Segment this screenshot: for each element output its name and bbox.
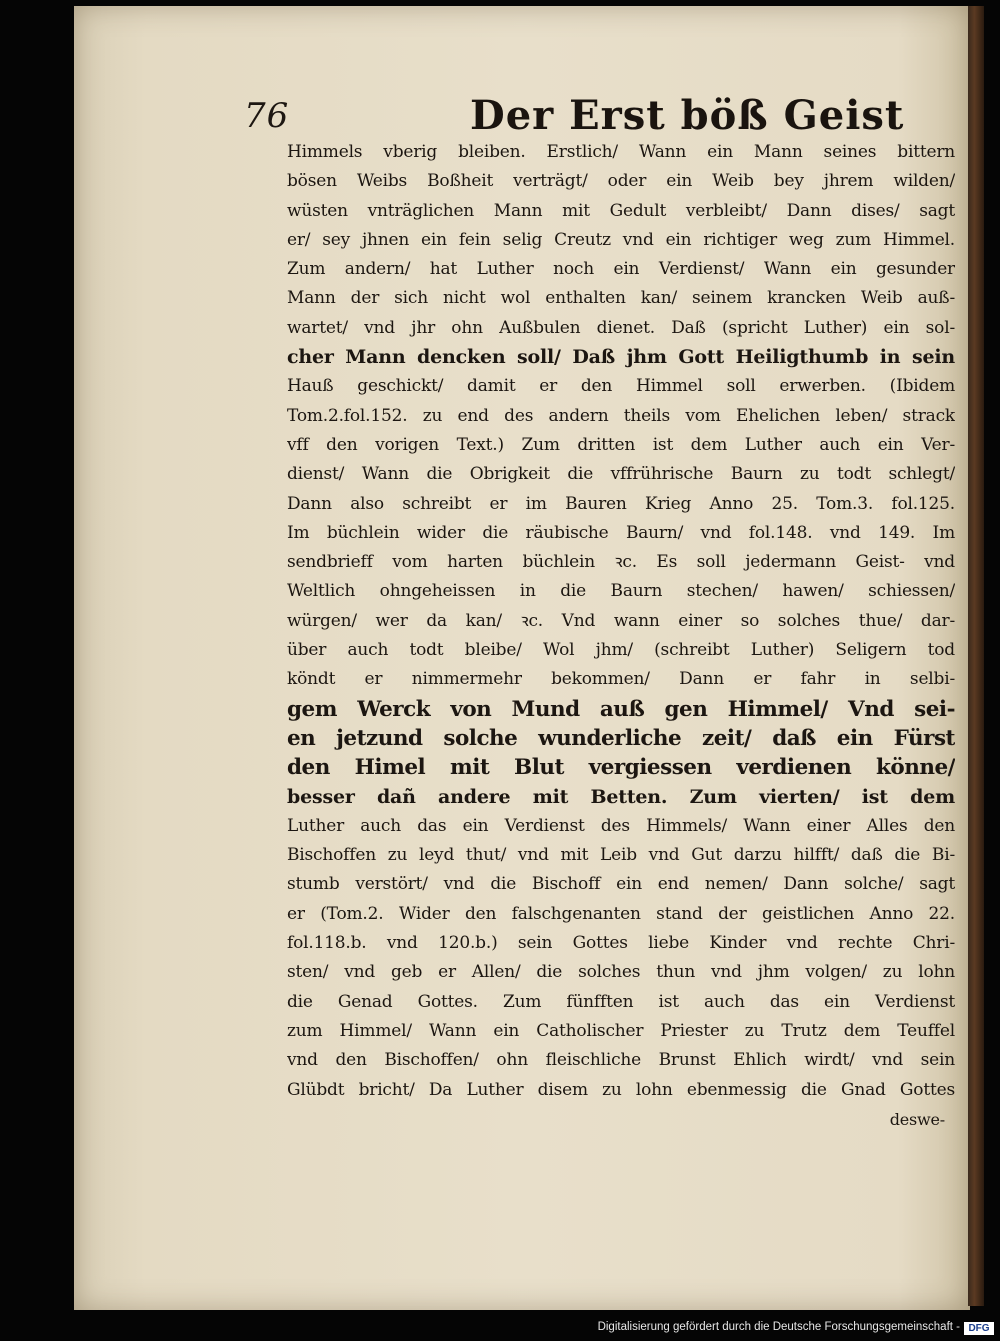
- text-line: Glübdt bricht/ Da Luther disem zu lohn ebenmessig die Gnad Gottes: [287, 1079, 955, 1100]
- text-line: Tom.2.fol.152. zu end des andern theils vom Ehelichen leben/ strack: [287, 405, 955, 426]
- text-line: den Himel mit Blut vergiessen verdienen könne/: [287, 755, 955, 781]
- text-line: dienst/ Wann die Obrigkeit die vffrührische Baurn zu todt schlegt/: [287, 464, 955, 485]
- text-line: Bischoffen zu leyd thut/ vnd mit Leib vnd Gut darzu hilfft/ daß die Bi-: [287, 845, 955, 866]
- text-line: er/ sey jhnen ein fein selig Creutz vnd ein richtiger weg zum Himmel.: [287, 229, 955, 250]
- text-line: köndt er nimmermehr bekommen/ Dann er fahr in selbi-: [287, 669, 955, 690]
- text-line: bösen Weibs Boßheit verträgt/ oder ein Weib bey jhrem wilden/: [287, 171, 955, 192]
- dfg-logo-icon: DFG: [964, 1322, 994, 1335]
- text-line: Im büchlein wider die räubische Baurn/ vnd fol.148. vnd 149. Im: [287, 522, 955, 543]
- text-line: sendbrieff vom harten büchlein ꝛc. Es soll jedermann Geist- vnd: [287, 552, 955, 573]
- text-line: wüsten vnträglichen Mann mit Gedult verbleibt/ Dann dises/ sagt: [287, 200, 955, 221]
- text-line: Zum andern/ hat Luther noch ein Verdienst/ Wann ein gesunder: [287, 259, 955, 280]
- book-edge: [968, 6, 984, 1306]
- text-line: stumb verstört/ vnd die Bischoff ein end nemen/ Dann solche/ sagt: [287, 874, 955, 895]
- text-line: über auch todt bleibe/ Wol jhm/ (schreibt Luther) Seligern tod: [287, 640, 955, 661]
- footer-credit: Digitalisierung gefördert durch die Deutsche Forschungsgemeinschaft -: [597, 1321, 960, 1333]
- text-line: Luther auch das ein Verdienst des Himmels/ Wann einer Alles den: [287, 815, 955, 836]
- text-line: cher Mann dencken soll/ Daß jhm Gott Heiligthumb in sein: [287, 346, 955, 369]
- catchword: deswe-: [889, 1109, 945, 1129]
- text-line: Hauß geschickt/ damit er den Himmel soll erwerben. (Ibidem: [287, 376, 955, 397]
- text-line: gem Werck von Mund auß gen Himmel/ Vnd sei-: [287, 696, 955, 722]
- text-line: wartet/ vnd jhr ohn Außbulen dienet. Daß (spricht Luther) ein sol-: [287, 317, 955, 338]
- text-line: sten/ vnd geb er Allen/ die solches thun vnd jhm volgen/ zu lohn: [287, 962, 955, 983]
- text-line: zum Himmel/ Wann ein Catholischer Priester zu Trutz dem Teuffel: [287, 1020, 955, 1041]
- text-line: Himmels vberig bleiben. Erstlich/ Wann ein Mann seines bittern: [287, 142, 955, 162]
- text-line: en jetzund solche wunderliche zeit/ daß ein Fürst: [287, 725, 955, 751]
- text-line: er (Tom.2. Wider den falschgenanten stand der geistlichen Anno 22.: [287, 903, 955, 924]
- text-line: würgen/ wer da kan/ ꝛc. Vnd wann einer so solches thue/ dar-: [287, 610, 955, 631]
- page-number: 76: [244, 96, 290, 136]
- text-line: fol.118.b. vnd 120.b.) sein Gottes liebe Kinder vnd rechte Chri-: [287, 933, 955, 954]
- text-line: Weltlich ohngeheissen in die Baurn stechen/ hawen/ schiessen/: [287, 581, 955, 602]
- text-line: die Genad Gottes. Zum fünfften ist auch das ein Verdienst: [287, 991, 955, 1012]
- text-line: vff den vorigen Text.) Zum dritten ist dem Luther auch ein Ver-: [287, 434, 955, 455]
- text-line: Dann also schreibt er im Bauren Krieg Anno 25. Tom.3. fol.125.: [287, 493, 955, 514]
- running-head: Der Erst böß Geist: [470, 92, 905, 139]
- text-line: vnd den Bischoffen/ ohn fleischliche Brunst Ehlich wirdt/ vnd sein: [287, 1050, 955, 1071]
- text-block: [287, 138, 955, 1134]
- text-line: Mann der sich nicht wol enthalten kan/ seinem krancken Weib auß-: [287, 288, 955, 309]
- text-line: besser dañ andere mit Betten. Zum vierten/ ist dem: [287, 785, 955, 808]
